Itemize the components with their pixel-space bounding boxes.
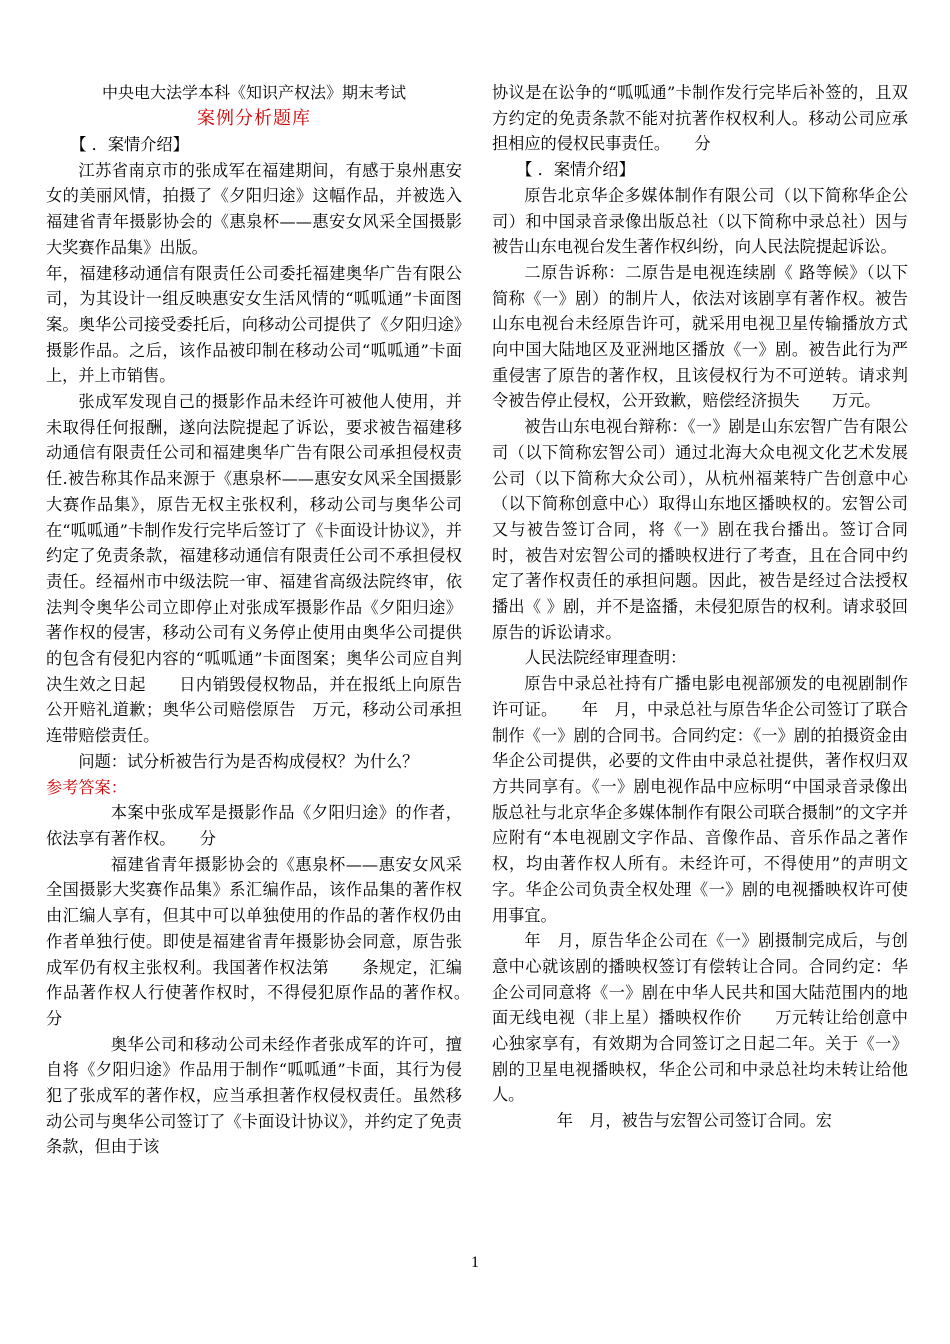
case2-heading: 【 ．案情介绍】 [516,160,635,180]
page-number: 1 [471,1254,479,1271]
answer-label: 参考答案： [46,777,127,797]
case2-paragraph-2: 二原告诉称：二原告是电视连续剧《 路等候》（以下简称《一》剧）的制片人，依法对该剧享有著作权。被告山东电视台未经原告许可，就采用电视卫星传输播放方式向中国大陆地区及亚洲地区播放《一》剧。被告此行为严重侵害了原告的著作权，且该侵权行为不可逆转。请求判令被告停止侵权，公开致歉，赔偿经济损失 万元。 [492,262,908,411]
case2-paragraph-3: 被告山东电视台辩称：《一》剧是山东宏智广告有限公司（以下简称宏智公司）通过北海大众电视文化艺术发展公司（以下简称大众公司），从杭州福莱特广告创意中心（以下简称创意中心）取得山东地区播映权的。宏智公司又与被告签订合同，将《一》剧在我台播出。签订合同时，被告对宏智公司的播映权进行了考查，且在合同中约定了著作权责任的承担问题。因此，被告是经过合法授权播出《 》剧，并不是盗播，未侵犯原告的权利。请求驳回原告的诉讼请求。 [492,417,908,642]
right-column [492,80,908,1134]
document-subtitle: 案例分析题库 [197,108,311,129]
case1-paragraph-1: 江苏省南京市的张成军在福建期间，有感于泉州惠安女的美丽风情，拍摄了《夕阳归途》这幅作品，并被选入福建省青年摄影协会的《惠泉杯——惠安女风采全国摄影大奖赛作品集》出版。 [46,160,462,257]
case2-paragraph-1: 原告北京华企多媒体制作有限公司（以下简称华企公司）和中国录音录像出版总社（以下简称中录总社）因与被告山东电视台发生著作权纠纷，向人民法院提起诉讼。 [492,185,908,257]
answer-paragraph-2: 福建省青年摄影协会的《惠泉杯——惠安女风采全国摄影大奖赛作品集》系汇编作品，该作品集的著作权由汇编人享有，但其中可以单独使用的作品的著作权仍由作者单独行使。即使是福建省青年摄影协会同意，原告张成军仍有权主张权利。我国著作权法第 条规定，汇编作品著作权人行使著作权时，不得侵犯原作品的著作权。 分 [46,854,495,1028]
answer-continuation: 协议是在讼争的“呱呱通”卡制作发行完毕后补签的，且双方约定的免责条款不能对抗著作权权利人。移动公司应承担相应的侵权民事责任。 分 [492,83,908,154]
case2-paragraph-5: 原告中录总社持有广播电影电视部颁发的电视剧制作许可证。 年 月，中录总社与原告华企公司签订了联合制作《一》剧的合同书。合同约定：《一》剧的拍摄资金由华企公司提供，必要的文件由中录总社提供，著作权归双方共同享有。《一》剧电视作品中应标明“中国录音录像出版总社与北京华企多媒体制作有限公司联合摄制”的文字并应附有“本电视剧文字作品、音像作品、音乐作品之著作权，均由著作权人所有。未经许可，不得使用”的声明文字。华企公司负责全权处理《一》剧的电视播映权许可使用事宜。 [492,674,908,925]
left-column [46,80,495,1160]
case1-paragraph-3: 张成军发现自己的摄影作品未经许可被他人使用，并未取得任何报酬，遂向法院提起了诉讼，要求被告福建移动通信有限责任公司和福建奥华广告有限公司承担侵权责任.被告称其作品来源于《惠泉杯——惠安女风采全国摄影大赛作品集》，原告无权主张权利，移动公司与奥华公司在“呱呱通”卡制作发行完毕后签订了《卡面设计协议》，并约定了免责条款，福建移动通信有限责任公司不承担侵权责任。经福州市中级法院一审、福建省高级法院终审，依法判令奥华公司立即停止对张成军摄影作品《夕阳归途》著作权的侵害，移动公司有义务停止使用由奥华公司提供的包含有侵犯内容的“呱呱通”卡面图案；奥华公司应自判决生效之日起 日内销毁侵权物品，并在报纸上向原告公开赔礼道歉；奥华公司赔偿原告 万元，移动公司承担连带赔偿责任。 [46,392,462,746]
case1-paragraph-2: 年，福建移动通信有限责任公司委托福建奥华广告有限公司，为其设计一组反映惠安女生活风情的“呱呱通”卡面图案。奥华公司接受委托后，向移动公司提供了《夕阳归途》摄影作品。之后，该作品被印制在移动公司“呱呱通”卡面上，并上市销售。 [46,263,462,386]
case2-paragraph-4: 人民法院经审理查明： [524,648,687,668]
answer-paragraph-3: 奥华公司和移动公司未经作者张成军的许可，擅自将《夕阳归途》作品用于制作“呱呱通”卡面，其行为侵犯了张成军的著作权，应当承担著作权侵权责任。虽然移动公司与奥华公司签订了《卡面设计协议》，并约定了免责条款，但由于该 [46,1034,462,1157]
case1-heading: 【 ．案情介绍】 [70,135,189,154]
case2-paragraph-7: 年 月，被告与宏智公司签订合同。宏 [556,1111,832,1131]
document-title: 中央电大法学本科《知识产权法》期末考试 [101,83,406,102]
case1-question: 问题：试分析被告行为是否构成侵权？为什么？ [78,751,419,771]
case2-paragraph-6: 年 月，原告华企公司在《一》剧摄制完成后，与创意中心就该剧的播映权签订有偿转让合同。合同约定：华企公司同意将《一》剧在中华人民共和国大陆范围内的地面无线电视（非上星）播映权作价 万元转让给创意中心独家享有，有效期为合同签订之日起二年。关于《一》剧的卫星电视播映权，华企公司和中录总社均未转让给他人。 [492,931,908,1105]
answer-paragraph-1: 本案中张成军是摄影作品《夕阳归途》的作者，依法享有著作权。 分 [46,803,462,848]
